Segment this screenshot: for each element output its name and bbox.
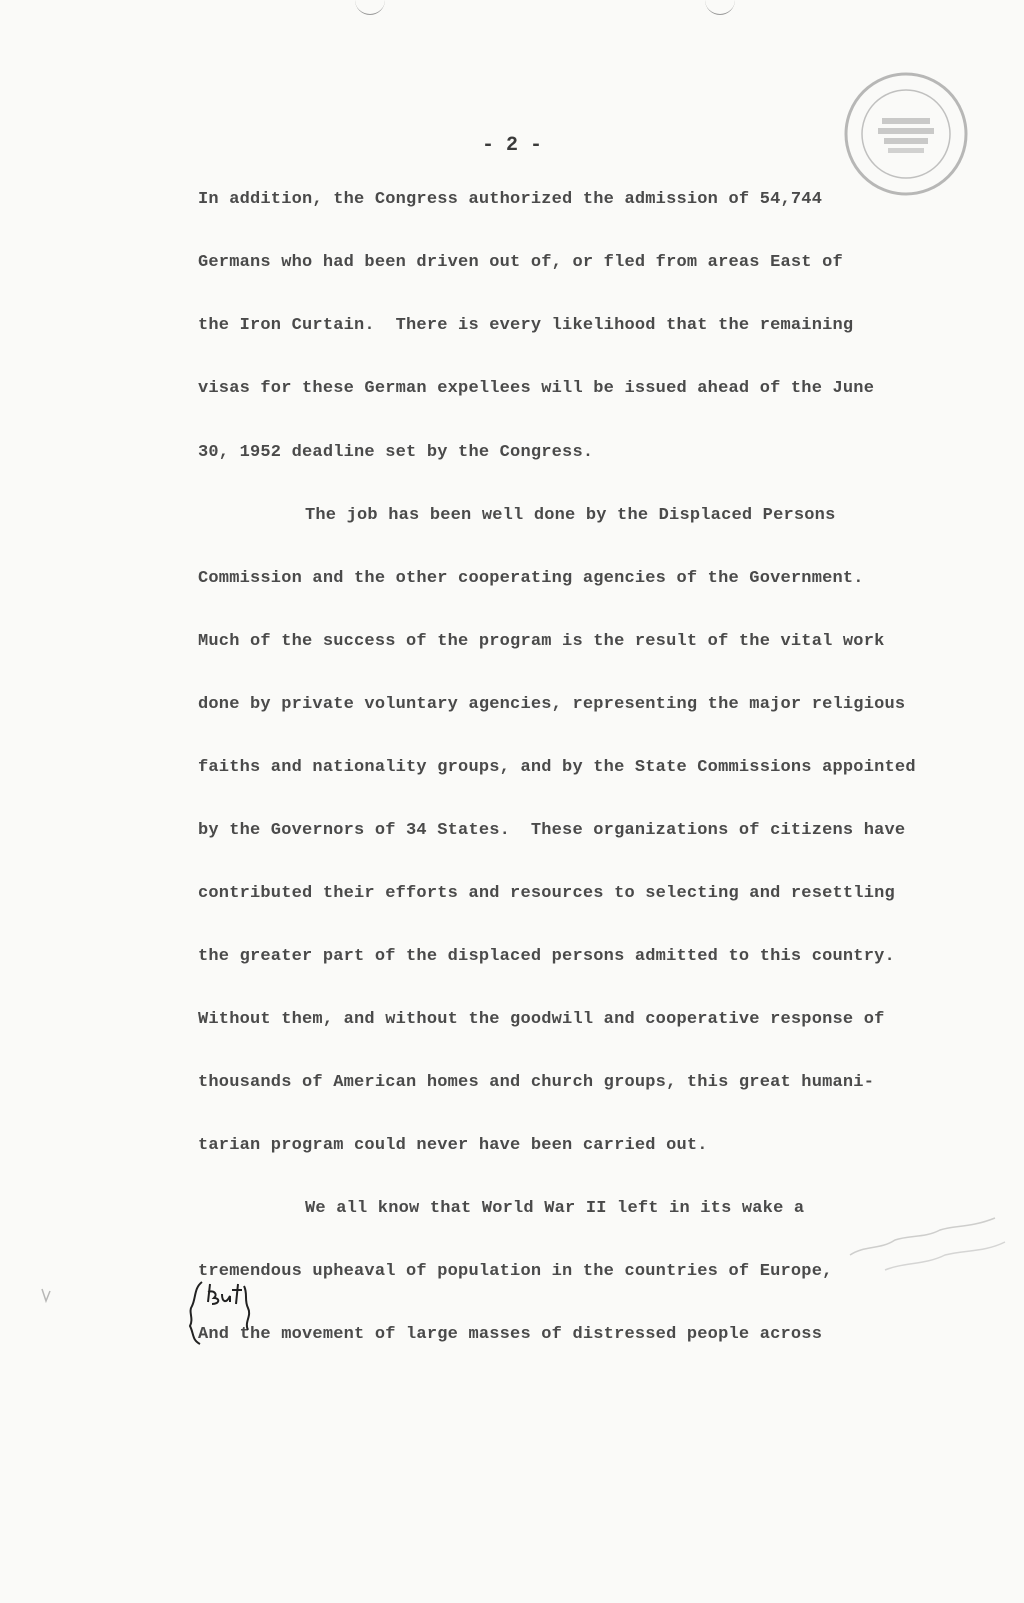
- text-line: the Iron Curtain. There is every likelihood that the remaining: [198, 316, 854, 335]
- text-line: Much of the success of the program is the result of the vital work: [198, 632, 885, 651]
- margin-mark: [40, 1287, 52, 1303]
- text-line: We all know that World War II left in its wake a: [305, 1199, 805, 1218]
- text-line: the greater part of the displaced persons admitted to this country.: [198, 947, 895, 966]
- punch-hole-mark: [355, 0, 385, 15]
- text-line: Commission and the other cooperating agencies of the Government.: [198, 569, 864, 588]
- text-line: faiths and nationality groups, and by the State Commissions appointed: [198, 758, 916, 777]
- text-line: visas for these German expellees will be issued ahead of the June: [198, 379, 875, 398]
- text-line: And the movement of large masses of distressed people across: [198, 1325, 823, 1344]
- text-line: thousands of American homes and church groups, this great humani-: [198, 1073, 875, 1092]
- text-line: Without them, and without the goodwill and cooperative response of: [198, 1010, 885, 1029]
- text-line: 30, 1952 deadline set by the Congress.: [198, 443, 594, 462]
- handwritten-insert-but: [182, 1278, 252, 1348]
- text-line: tremendous upheaval of population in the countries of Europe,: [198, 1262, 833, 1281]
- punch-hole-mark: [705, 0, 735, 15]
- text-line: The job has been well done by the Displaced Persons: [305, 506, 836, 525]
- text-line: tarian program could never have been carried out.: [198, 1136, 708, 1155]
- text-line: by the Governors of 34 States. These organizations of citizens have: [198, 821, 906, 840]
- text-line: contributed their efforts and resources to selecting and resettling: [198, 884, 895, 903]
- page-number: - 2 -: [481, 134, 542, 157]
- text-line: done by private voluntary agencies, representing the major religious: [198, 695, 906, 714]
- text-line: Germans who had been driven out of, or fled from areas East of: [198, 253, 843, 272]
- faint-margin-note: [845, 1210, 1010, 1280]
- text-line: In addition, the Congress authorized the admission of 54,744: [198, 190, 823, 209]
